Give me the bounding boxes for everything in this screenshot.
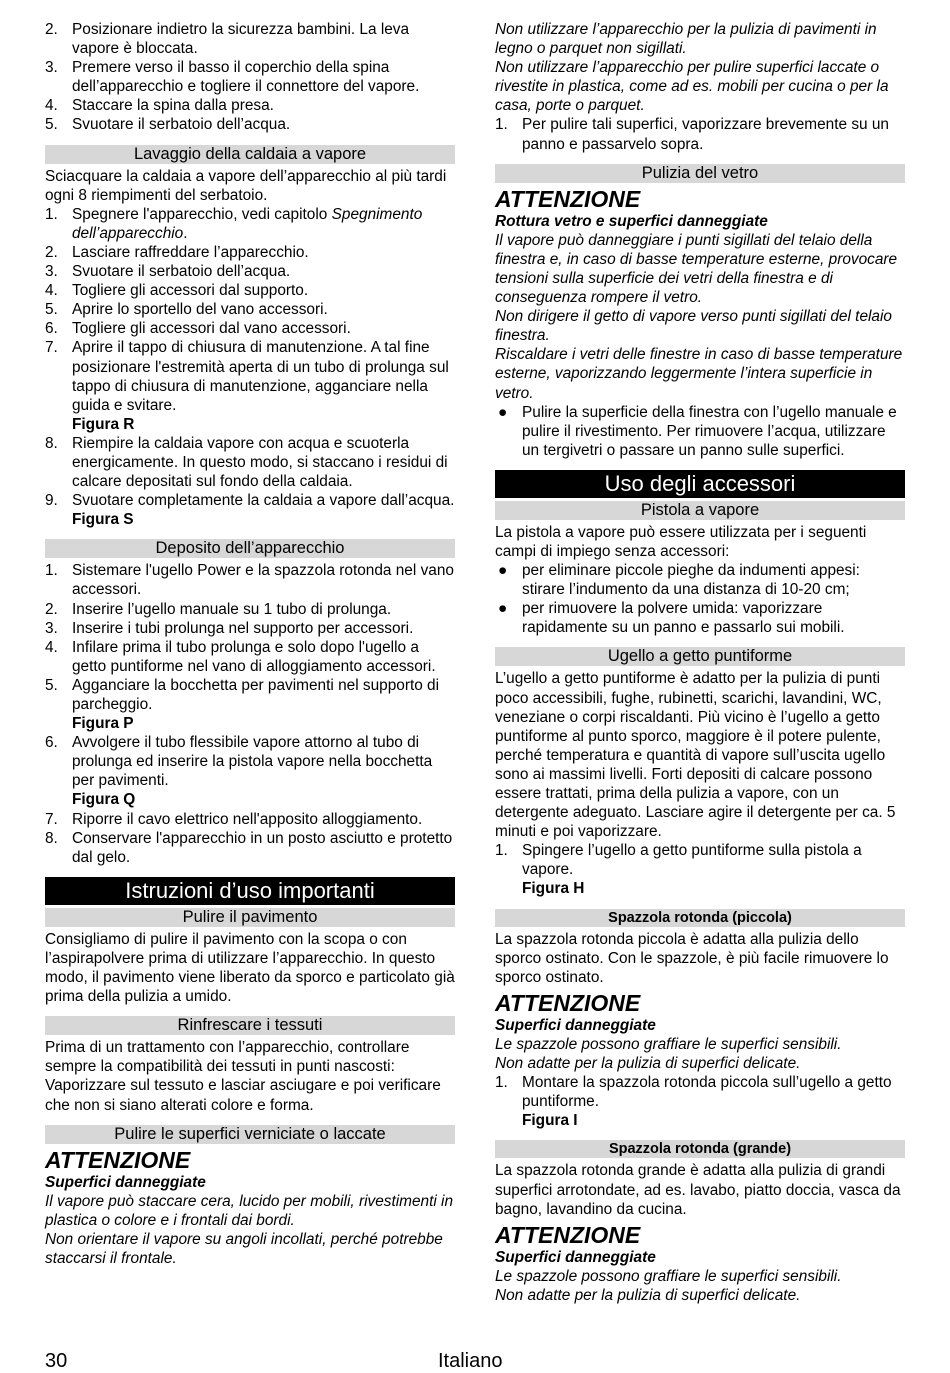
section-heading-pavimento: Pulire il pavimento bbox=[45, 908, 455, 927]
warning-subtitle: Rottura vetro e superfici danneggiate bbox=[495, 212, 768, 230]
section-heading-deposito: Deposito dell’apparecchio bbox=[45, 539, 455, 558]
section-heading-ugello: Ugello a getto puntiforme bbox=[495, 647, 905, 666]
section-heading-tessuti: Rinfrescare i tessuti bbox=[45, 1016, 455, 1035]
bullet-icon: ● bbox=[498, 600, 508, 618]
spazzola-piccola-steps bbox=[495, 1073, 905, 1130]
warning-title: ATTENZIONE bbox=[495, 1221, 641, 1248]
list-item: 9. Svuotare completamente la caldaia a vapore dall’acqua. Figura S bbox=[45, 492, 455, 529]
warning-text: Non adatte per la pulizia di superfici delicate. bbox=[495, 1055, 801, 1073]
warning-text: Non adatte per la pulizia di superfici delicate. bbox=[495, 1286, 801, 1304]
warning-subtitle: Superfici danneggiate bbox=[495, 1016, 656, 1034]
warning-text: Non orientare il vapore su angoli incollati, perché potrebbe staccarsi il frontale. bbox=[45, 1230, 443, 1267]
list-item: 7. Aprire il tappo di chiusura di manutenzione. A tal fine posizionare l'estremità aperta di un tubo di prolunga sul tappo di chiusura di manutenzione, agganciare nella guida e svitare. Figura R bbox=[45, 338, 455, 433]
warning-subtitle: Superfici danneggiate bbox=[45, 1173, 206, 1191]
figure-reference: Figura R bbox=[72, 415, 135, 433]
list-item: 1. Per pulire tali superfici, vaporizzare brevemente su un panno e passarvelo sopra. bbox=[495, 116, 889, 153]
list-item: ● per eliminare piccole pieghe da indumenti appesi: stirare l’indumento da una distanza di 10-20 cm; bbox=[498, 562, 860, 599]
list-item: 5. Aprire lo sportello del vano accessori. bbox=[45, 301, 328, 319]
paragraph: Prima di un trattamento con l’apparecchio, controllare sempre la compatibilità dei tessuti in punti nascosti: Vaporizzare sul tessuto e lasciar asciugare e poi verificare che non si siano alterati colore e forma. bbox=[45, 1039, 441, 1114]
list-item: ● per rimuovere la polvere umida: vaporizzare rapidamente su un panno e passarlo sui mobili. bbox=[498, 600, 845, 637]
list-item: 6. Avvolgere il tubo flessibile vapore attorno al tubo di prolunga ed inserire la pistola vapore nella bocchetta per pavimenti. Figura Q bbox=[45, 733, 455, 809]
list-item: 6. Togliere gli accessori dal vano accessori. bbox=[45, 320, 351, 338]
deposito-steps bbox=[45, 561, 455, 867]
list-item: 4. Staccare la spina dalla presa. bbox=[45, 97, 274, 115]
list-item: 3. Premere verso il basso il coperchio della spina dell’apparecchio e togliere il connettore del vapore. bbox=[45, 59, 420, 96]
page-number: 30 bbox=[45, 1350, 68, 1372]
chapter-heading-accessori: Uso degli accessori bbox=[495, 470, 905, 498]
figure-reference: Figura S bbox=[72, 511, 134, 529]
vetro-bullets bbox=[495, 403, 905, 460]
paragraph: Sciacquare la caldaia a vapore dell’apparecchio al più tardi ogni 8 riempimenti del serbatoio. bbox=[45, 167, 447, 204]
pistola-bullets bbox=[495, 561, 905, 637]
paragraph: Consigliamo di pulire il pavimento con la scopa o con l’aspirapolvere prima di utilizzare l’apparecchio. In questo modo, il pavimento viene liberato da sporco e particolato già prima della pulizia a umido. bbox=[45, 930, 455, 1006]
section-heading-verniciate: Pulire le superfici verniciate o laccate bbox=[45, 1125, 455, 1144]
right-column bbox=[495, 20, 905, 1305]
list-item: 1. Sistemare l'ugello Power e la spazzola rotonda nel vano accessori. bbox=[45, 562, 454, 599]
list-item: 1. Montare la spazzola rotonda piccola sull’ugello a getto puntiforme. Figura I bbox=[495, 1073, 905, 1130]
subsection-heading-spazzola-piccola: Spazzola rotonda (piccola) bbox=[495, 909, 905, 927]
figure-reference: Figura I bbox=[522, 1112, 578, 1130]
list-item: 5. Agganciare la bocchetta per pavimenti nel supporto di parcheggio. Figura P bbox=[45, 676, 455, 733]
left-column bbox=[45, 20, 455, 1268]
list-item: 3. Inserire i tubi prolunga nel supporto per accessori. bbox=[45, 619, 414, 637]
warning-text: Non dirigere il getto di vapore verso punti sigillati del telaio finestra. bbox=[495, 308, 892, 345]
list-item: 2. Posizionare indietro la sicurezza bambini. La leva vapore è bloccata. bbox=[45, 21, 410, 58]
list-item: 1. Spingere l’ugello a getto puntiforme sulla pistola a vapore. Figura H bbox=[495, 841, 905, 898]
list-item: 3. Svuotare il serbatoio dell’acqua. bbox=[45, 263, 291, 281]
paragraph: La spazzola rotonda piccola è adatta alla pulizia dello sporco ostinato. Con le spazzole, è più facile rimuovere lo sporco ostinato. bbox=[495, 930, 889, 986]
figure-reference: Figura P bbox=[72, 715, 134, 733]
warning-text: Il vapore può staccare cera, lucido per mobili, rivestimenti in plastica o colore e i frontali dai bordi. bbox=[45, 1192, 454, 1229]
subsection-heading-spazzola-grande: Spazzola rotonda (grande) bbox=[495, 1140, 905, 1158]
paragraph: L’ugello a getto puntiforme è adatto per la pulizia di punti poco accessibili, fughe, rubinetti, scarichi, lavandini, WC, veneziane o corpi riscaldanti. Più vicino è l’ugello a getto puntiforme al punto sporco, maggiore è il potere pulente, perché temperatura e quantità di vapore sull’uscita ugello sono ai massimi livelli. Forti depositi di calcare possono essere trattati, prima della pulizia a vapore, con un detergente adeguato. Lasciare agire il detergente per ca. 5 minuti e poi vaporizzare. bbox=[495, 670, 896, 841]
figure-reference: Figura Q bbox=[72, 791, 136, 809]
ugello-steps bbox=[495, 841, 905, 898]
warning-subtitle: Superfici danneggiate bbox=[495, 1248, 656, 1266]
list-item: 4. Togliere gli accessori dal supporto. bbox=[45, 282, 309, 300]
bullet-icon: ● bbox=[498, 562, 508, 580]
warning-text: Non utilizzare l’apparecchio per la pulizia di pavimenti in legno o parquet non sigillati. bbox=[495, 21, 877, 58]
list-item: 8. Conservare l'apparecchio in un posto asciutto e protetto dal gelo. bbox=[45, 829, 453, 866]
list-item: ● Pulire la superficie della finestra con l’ugello manuale e pulire il rivestimento. Per rimuovere l’acqua, utilizzare un tergivetri o passare un panno sulle superfici. bbox=[498, 403, 897, 459]
section-heading-pistola: Pistola a vapore bbox=[495, 501, 905, 520]
cont-steps bbox=[495, 115, 905, 153]
paragraph: La spazzola rotonda grande è adatta alla pulizia di grandi superfici arrotondate, ad es. lavabo, piatto doccia, vasca da bagno, lavandino da cucina. bbox=[495, 1162, 901, 1218]
warning-text: Il vapore può danneggiare i punti sigillati del telaio della finestra e, in caso di basse temperature esterne, provocare tensioni sulla superficie dei vetri della finestra e di conseguenza rompere il vetro. bbox=[495, 231, 898, 307]
warning-text: Le spazzole possono graffiare le superfici sensibili. bbox=[495, 1267, 842, 1285]
warning-title: ATTENZIONE bbox=[45, 1146, 191, 1173]
section-heading-lavaggio: Lavaggio della caldaia a vapore bbox=[45, 145, 455, 164]
list-item: 1. Spegnere l'apparecchio, vedi capitolo Spegnimento dell’apparecchio. bbox=[45, 205, 423, 242]
list-item: 4. Infilare prima il tubo prolunga e solo dopo l'ugello a getto puntiforme nel vano di alloggiamento accessori. bbox=[45, 638, 436, 675]
warning-text: Le spazzole possono graffiare le superfici sensibili. bbox=[495, 1035, 842, 1053]
list-item: 8. Riempire la caldaia vapore con acqua e scuoterla energicamente. In questo modo, si staccano i residui di calcare depositati sul fondo della caldaia. bbox=[45, 434, 448, 491]
footer-language: Italiano bbox=[438, 1350, 503, 1372]
list-item: 7. Riporre il cavo elettrico nell'apposito alloggiamento. bbox=[45, 810, 423, 828]
figure-reference: Figura H bbox=[522, 880, 585, 898]
warning-title: ATTENZIONE bbox=[495, 185, 641, 212]
list-item: 2. Inserire l’ugello manuale su 1 tubo di prolunga. bbox=[45, 600, 392, 618]
lavaggio-steps bbox=[45, 205, 455, 530]
section-heading-vetro: Pulizia del vetro bbox=[495, 164, 905, 183]
intro-steps bbox=[45, 20, 455, 135]
bullet-icon: ● bbox=[498, 403, 508, 421]
warning-text: Riscaldare i vetri delle finestre in caso di basse temperature esterne, vaporizzando leggermente l’intera superficie in vetro. bbox=[495, 346, 903, 402]
list-item: 5. Svuotare il serbatoio dell’acqua. bbox=[45, 116, 291, 134]
paragraph: La pistola a vapore può essere utilizzata per i seguenti campi di impiego senza accessori: bbox=[495, 523, 867, 560]
chapter-heading-istruzioni: Istruzioni d’uso importanti bbox=[45, 877, 455, 905]
warning-title: ATTENZIONE bbox=[495, 989, 641, 1016]
list-item: 2. Lasciare raffreddare l’apparecchio. bbox=[45, 243, 309, 261]
warning-text: Non utilizzare l’apparecchio per pulire superfici laccate o rivestite in plastica, come ad es. mobili per cucina o per la casa, porte o parquet. bbox=[495, 59, 889, 115]
